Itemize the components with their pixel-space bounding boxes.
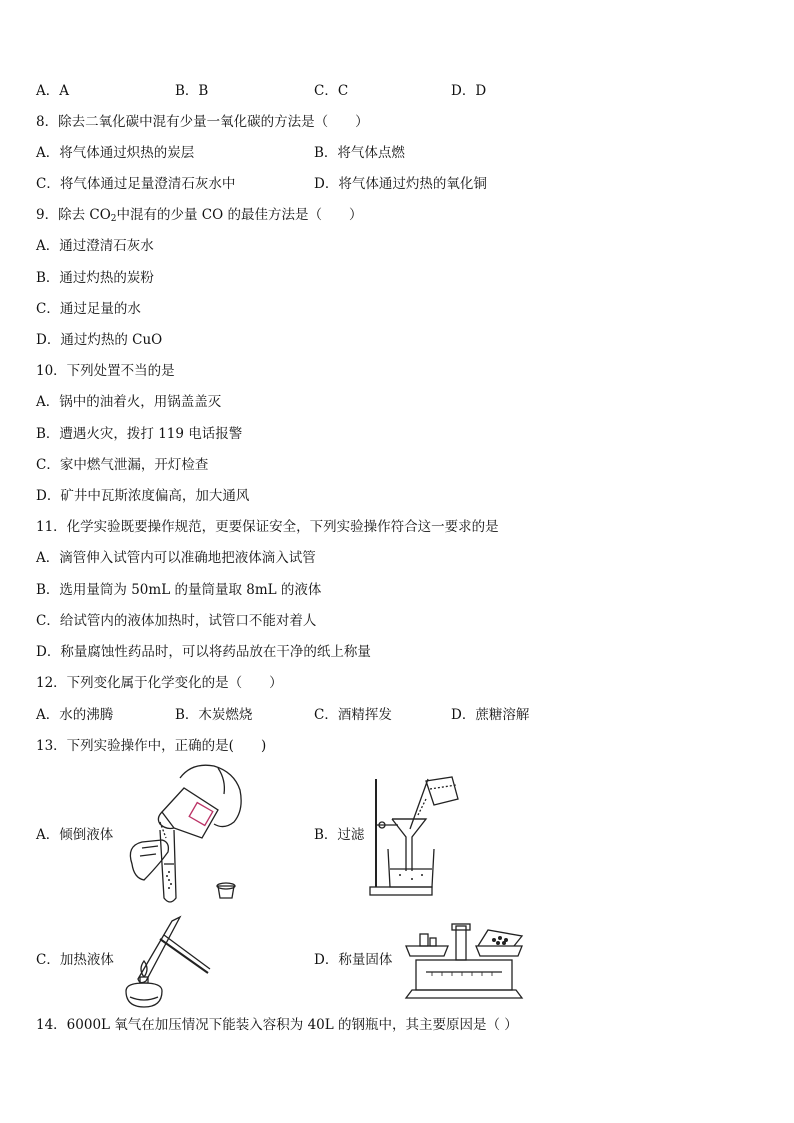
q8-option-a: A．将气体通过炽热的炭层 — [36, 145, 195, 161]
q12-option-d: D．蔗糖溶解 — [451, 707, 530, 723]
q9-option-a: A．通过澄清石灰水 — [36, 238, 154, 254]
q8-option-d: D．将气体通过灼热的氧化铜 — [314, 176, 487, 192]
q13-option-d: D．称量固体 — [314, 952, 393, 968]
q14-stem: 14．6000L 氧气在加压情况下能装入容积为 40L 的钢瓶中，其主要原因是（ ） — [36, 1017, 518, 1033]
q9-option-d: D．通过灼热的 CuO — [36, 332, 163, 348]
q9-stem-pre: 9．除去 CO — [36, 207, 111, 223]
q10-option-a: A．锅中的油着火，用锅盖盖灭 — [36, 394, 222, 410]
q11-option-a: A．滴管伸入试管内可以准确地把液体滴入试管 — [36, 550, 316, 566]
q10-option-d: D．矿井中瓦斯浓度偏高，加大通风 — [36, 488, 250, 504]
filtration-figure — [368, 775, 463, 897]
q7-option-d: D．D — [451, 83, 487, 99]
q10-option-c: C．家中燃气泄漏，开灯检查 — [36, 457, 209, 473]
pour-liquid-figure — [122, 760, 252, 905]
q13-stem: 13．下列实验操作中，正确的是( ) — [36, 738, 267, 754]
q11-option-c: C．给试管内的液体加热时，试管口不能对着人 — [36, 613, 317, 629]
q7-option-b: B．B — [175, 83, 209, 99]
q13-option-a: A．倾倒液体 — [36, 827, 114, 843]
q10-option-b: B．遭遇火灾，拨打 119 电话报警 — [36, 426, 243, 442]
q9-option-b: B．通过灼热的炭粉 — [36, 270, 154, 286]
q12-stem: 12．下列变化属于化学变化的是（ ） — [36, 675, 283, 691]
q11-stem: 11．化学实验既要操作规范，更要保证安全，下列实验操作符合这一要求的是 — [36, 519, 499, 535]
q10-stem: 10．下列处置不当的是 — [36, 363, 175, 379]
q7-option-c: C．C — [314, 83, 349, 99]
q13-option-b: B．过滤 — [314, 827, 365, 843]
q13-option-c: C．加热液体 — [36, 952, 114, 968]
heat-liquid-figure — [118, 915, 213, 1010]
q9-stem — [36, 206, 363, 228]
q12-option-b: B．木炭燃烧 — [175, 707, 253, 723]
q9-stem-post: 中混有的少量 CO 的最佳方法是（ ） — [116, 207, 363, 223]
q9-option-c: C．通过足量的水 — [36, 301, 141, 317]
q9-stem-sub: 2 — [110, 214, 117, 224]
q11-option-d: D．称量腐蚀性药品时，可以将药品放在干净的纸上称量 — [36, 644, 371, 660]
q8-stem: 8．除去二氧化碳中混有少量一氧化碳的方法是（ ） — [36, 114, 369, 130]
q12-option-a: A．水的沸腾 — [36, 707, 114, 723]
q12-option-c: C．酒精挥发 — [314, 707, 392, 723]
q8-option-b: B．将气体点燃 — [314, 145, 405, 161]
q7-option-a: A．A — [36, 83, 69, 99]
weigh-solid-figure — [402, 920, 527, 1005]
q8-option-c: C．将气体通过足量澄清石灰水中 — [36, 176, 236, 192]
q11-option-b: B．选用量筒为 50mL 的量筒量取 8mL 的液体 — [36, 582, 322, 598]
